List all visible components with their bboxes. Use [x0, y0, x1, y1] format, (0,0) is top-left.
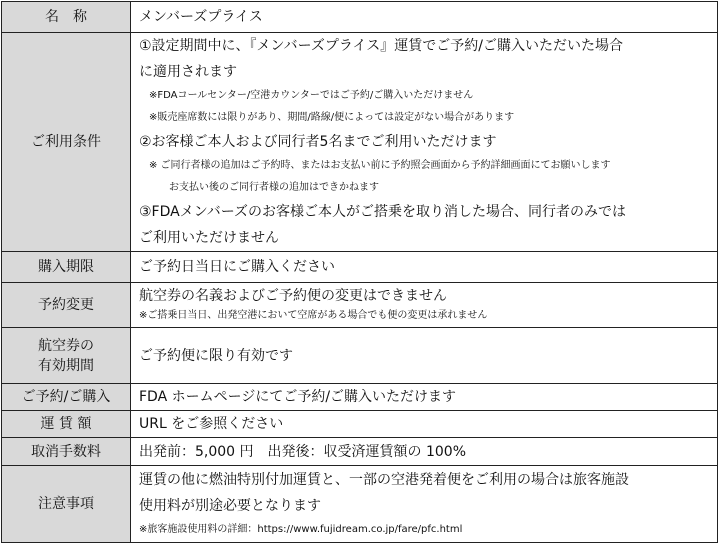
header-name: 名 称: [2, 2, 131, 33]
fare-name: メンバーズプライス: [139, 9, 263, 25]
condition-1-note-1: ※FDAコールセンター/空港カウンターではご予約/ご購入いただけません: [149, 90, 474, 101]
header-notes: 注意事項: [2, 466, 131, 543]
row-purchase-deadline: [2, 252, 718, 283]
notes-pfc-link[interactable]: ※旅客施設使用料の詳細：https://www.fujidream.co.jp/fare/pfc.html: [139, 524, 463, 535]
condition-3: ③FDAメンバーズのお客様ご本人がご搭乗を取り消した場合、同行者のみでは: [139, 204, 627, 220]
condition-1: ①設定期間中に、『メンバーズプライス』運賃でご予約/ご購入いただいた場合: [139, 38, 624, 54]
notes-line-1: 運賃の他に燃油特別付加運賃と、一部の空港発着便をご利用の場合は旅客施設: [139, 472, 629, 488]
header-change: 予約変更: [2, 283, 131, 328]
header-booking: ご予約/ご購入: [2, 384, 131, 411]
condition-1-cont: に適用されます: [139, 64, 237, 80]
header-cancellation-fee: 取消手数料: [2, 438, 131, 466]
header-validity-line2: 有効期間: [38, 357, 94, 374]
notes-line-2: 使用料が別途必要となります: [139, 498, 321, 514]
row-fare-amount: [2, 411, 718, 438]
condition-2-note-1: ※ ご同行者様の追加はご予約時、またはお支払い前に予約照会画面から予約詳細画面にてお願いします: [149, 160, 611, 171]
header-fare-amount: 運 賃 額: [2, 411, 131, 438]
row-cancellation-fee: [2, 438, 718, 466]
header-purchase-deadline: 購入期限: [2, 252, 131, 283]
row-conditions: [2, 33, 718, 252]
condition-3-cont: ご利用いただけません: [139, 230, 279, 246]
change-policy: 航空券の名義およびご予約便の変更はできません: [139, 288, 447, 304]
row-validity: [2, 328, 718, 384]
purchase-deadline: ご予約日当日にご購入ください: [139, 259, 335, 275]
booking-info: FDA ホームページにてご予約/ご購入いただけます: [139, 389, 457, 405]
change-note: ※ご搭乗日当日、出発空港において空席がある場合でも便の変更は承れません: [139, 310, 488, 321]
row-name: [2, 2, 718, 33]
header-conditions: ご利用条件: [2, 33, 131, 252]
cancellation-fee: 出発前：5,000 円 出発後：収受済運賃額の 100%: [139, 443, 467, 460]
header-validity: [2, 328, 131, 384]
row-change: [2, 283, 718, 328]
condition-2-note-2: お支払い後のご同行者様の追加はできかねます: [169, 182, 379, 193]
header-validity-line1: 航空券の: [38, 337, 94, 354]
row-booking: [2, 384, 718, 411]
condition-2: ②お客様ご本人および同行者5名までご利用いただけます: [139, 134, 497, 150]
fare-conditions-table: [1, 1, 718, 543]
fare-amount: URL をご参照ください: [139, 416, 284, 432]
condition-1-note-2: ※販売座席数には限りがあり、期間/路線/便によっては設定がない場合があります: [149, 112, 515, 123]
row-notes: [2, 466, 718, 543]
validity: ご予約便に限り有効です: [139, 347, 293, 364]
